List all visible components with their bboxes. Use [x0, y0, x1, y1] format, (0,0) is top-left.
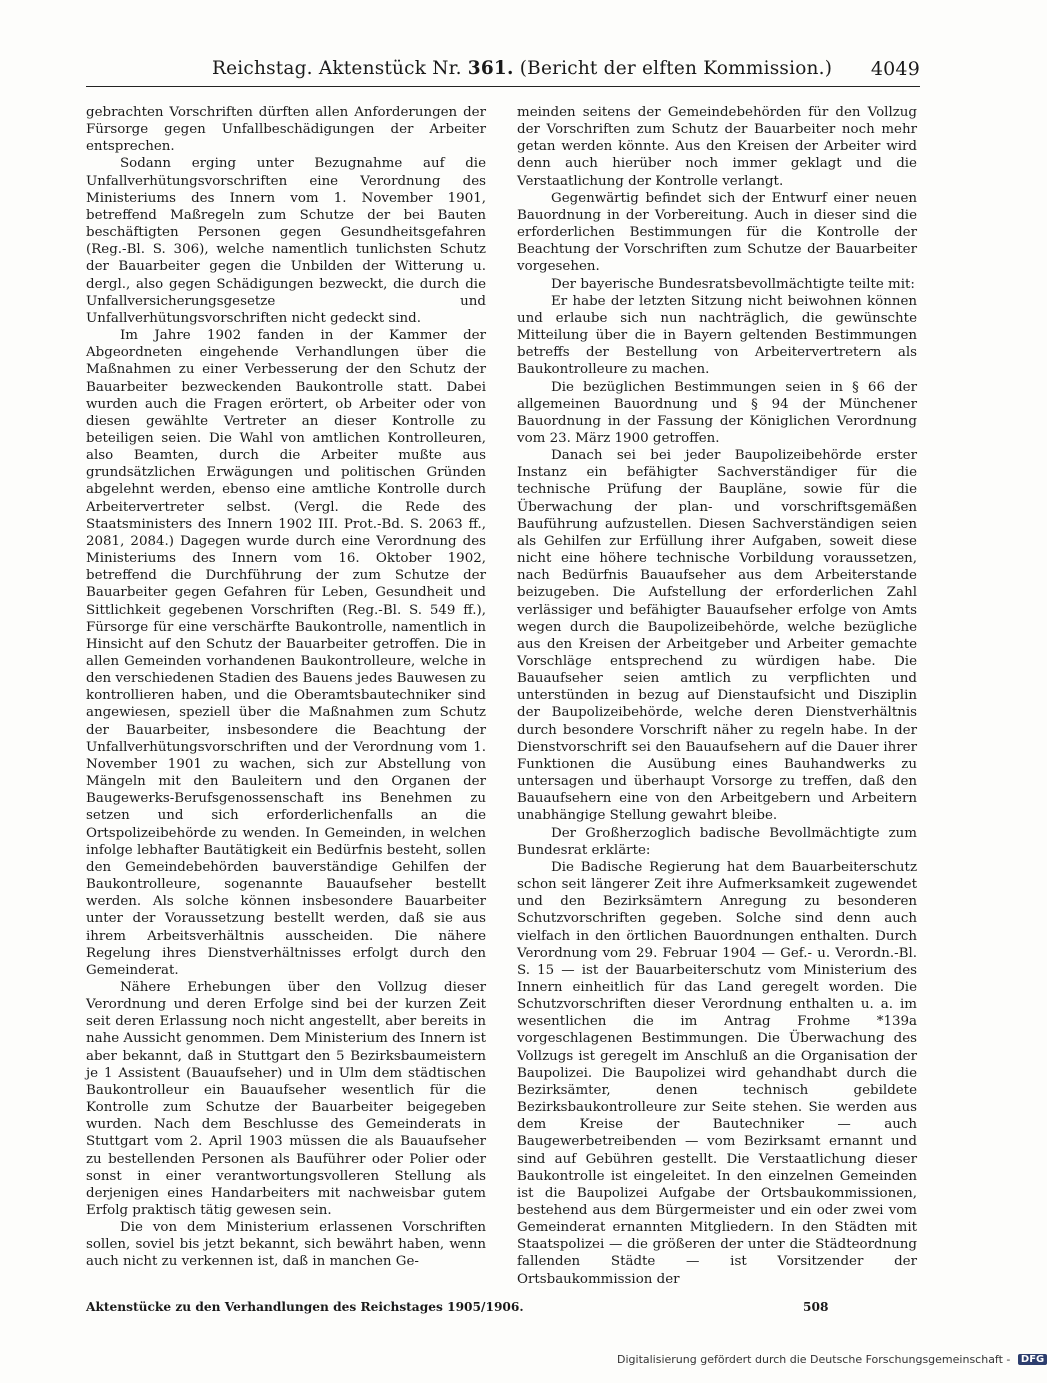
paragraph: Der Großherzoglich badische Bevollmächtigte zum Bundesrat erklärte: [517, 825, 917, 858]
paragraph: Nähere Erhebungen über den Vollzug dieser Verordnung und deren Erfolge sind bei der kurzen Zeit seit deren Erlassung noch nicht angestellt, aber bereits in nahe Aussicht genommen. Dem Ministerium des Innern ist aber bekannt, daß in Stuttgart den 5 Bezirksbaumeistern je 1 Assistent (Bauaufseher) und in Ulm dem städtischen Baukontrolleur ein Bauaufseher wesentlich für die Kontrolle zum Schutze der Bauarbeiter beigegeben wurden. Nach dem Beschlusse des Gemeinderats in Stuttgart vom 2. April 1903 müssen die als Bauaufseher zu bestellenden Personen als Bauführer oder Polier oder sonst in einer verantwortungsvolleren Stellung als derjenigen eines Handarbeiters mit nachweisbar gutem Erfolg praktisch tätig gewesen sein. [86, 979, 486, 1218]
credit-text: Digitalisierung gefördert durch die Deutsche Forschungsgemeinschaft - [617, 1353, 1011, 1366]
left-column [86, 104, 486, 1271]
digitization-credit [617, 1353, 1047, 1366]
paragraph: meinden seitens der Gemeindebehörden für den Vollzug der Vorschriften zum Schutz der Bauarbeiter noch mehr getan werden könnte. Aus den Kreisen der Arbeiter wird denn auch hierüber noch immer geklagt und die Verstaatlichung der Kontrolle verlangt. [517, 105, 917, 189]
paragraph: Danach sei bei jeder Baupolizeibehörde erster Instanz ein befähigter Sachverständiger für die technische Prüfung der Baupläne, sowie für die Überwachung der plan- und vorschriftsgemäßen Bauführung aufzustellen. Diesen Sachverständigen seien als Gehilfen zur Erfüllung ihrer Aufgaben, soweit diese nicht eine höhere technische Vorbildung voraussetzen, nach Bedürfnis Bauaufseher aus dem Arbeiterstande beizugeben. Die Aufstellung der erforderlichen Zahl verlässiger und befähigter Bauaufseher erfolge von Amts wegen durch die Baupolizeibehörde, welche bezügliche aus den Kreisen der Arbeitgeber und Arbeiter gemachte Vorschläge entsprechend zu würdigen habe. Die Bauaufseher seien amtlich zu verpflichten und unterstünden in bezug auf Dienstaufsicht und Disziplin der Baupolizeibehörde, welche deren Dienstverhältnis durch besondere Vorschrift näher zu regeln habe. In der Dienstvorschrift sei den Bauaufsehern auf die Dauer ihrer Funktionen die Ausübung eines Bauhandwerks zu untersagen und überhaupt Vorsorge zu treffen, daß den Bauaufsehern eine von den Arbeitgebern und Arbeitern unabhängige Stellung gewahrt bleibe. [517, 448, 917, 824]
paragraph: Die von dem Ministerium erlassenen Vorschriften sollen, soviel bis jetzt bekannt, sich bewährt haben, wenn auch nicht zu verkennen ist, daß in manchen Ge- [86, 1220, 486, 1270]
dfg-logo: DFG [1018, 1354, 1047, 1365]
footer-series-title: Aktenstücke zu den Verhandlungen des Reichstages 1905/1906. [86, 1300, 524, 1314]
header-title [212, 58, 832, 79]
header-rule [86, 86, 920, 87]
paragraph: Er habe der letzten Sitzung nicht beiwohnen können und erlaube sich nun nachträglich, die gewünschte Mitteilung über die in Bayern geltenden Bestimmungen betreffs der Bestellung von Arbeitervertretern als Baukontrolleure zu machen. [517, 293, 917, 378]
paragraph: Im Jahre 1902 fanden in der Kammer der Abgeordneten eingehende Verhandlungen über die Maßnahmen zu einer Verbesserung der den Schutz der Bauarbeiter bezweckenden Baukontrolle statt. Dabei wurden auch die Fragen erörtert, ob Arbeiter oder von diesen gewählte Vertreter an dieser Kontrolle zu beteiligen seien. Die Wahl von amtlichen Kontrolleuren, also Beamten, durch die Arbeiter mußte aus grundsätzlichen Erwägungen und politischen Gründen abgelehnt werden, ebenso eine amtliche Kontrolle durch Arbeitervertreter selbst. (Vergl. die Rede des Staatsministers des Innern 1902 III. Prot.-Bd. S. 2063 ff., 2081, 2084.) Dagegen wurde durch eine Verordnung des Ministeriums des Innern vom 16. Oktober 1902, betreffend die Durchführung der zum Schutze der Bauarbeiter gegen Gefahren für Leben, Gesundheit und Sittlichkeit gegebenen Vorschriften (Reg.-Bl. S. 549 ff.), Fürsorge für eine verschärfte Baukontrolle, namentlich in Hinsicht auf den Schutz der Bauarbeiter getroffen. Die in allen Gemeinden vorhandenen Baukontrolleure, welche in den verschiedenen Stadien des Bauens jedes Bauwesen zu kontrollieren haben, und die Oberamtsbautechniker sind angewiesen, speziell über die Maßnahmen zum Schutz der Bauarbeiter, insbesondere die Beachtung der Unfallverhütungsvorschriften und der Verordnung vom 1. November 1901 zu wachen, sich zur Abstellung von Mängeln mit den Bauleitern und den Organen der Baugewerks-Berufsgenossenschaft ins Benehmen zu setzen und sich erforderlichenfalls an die Ortspolizeibehörde zu wenden. In Gemeinden, in welchen infolge lebhafter Bautätigkeit ein Bedürfnis besteht, sollen den Gemeindebehörden bauverständige Gehilfen der Baukontrolleure, sogenannte Bauaufseher bestellt werden. Als solche können insbesondere Bauarbeiter unter der Voraussetzung bestellt werden, daß sie aus ihrem Arbeitsverhältnis ausscheiden. Die nähere Regelung ihres Dienstverhältnisses erfolgt durch den Gemeinderat. [86, 328, 486, 978]
paragraph: Der bayerische Bundesratsbevollmächtigte teilte mit: [551, 276, 915, 292]
paragraph: gebrachten Vorschriften dürften allen Anforderungen der Fürsorge gegen Unfallbeschädigungen der Arbeiter entsprechen. [86, 105, 486, 155]
page-number: 4049 [870, 58, 920, 80]
footer-signature-number: 508 [803, 1300, 829, 1314]
paragraph: Die bezüglichen Bestimmungen seien in § 66 der allgemeinen Bauordnung und § 94 der Münchener Bauordnung in der Fassung der Königlichen Verordnung vom 23. März 1900 getroffen. [517, 379, 917, 446]
running-header [86, 58, 920, 84]
header-title-prefix: Reichstag. Aktenstück Nr. [212, 58, 462, 79]
right-column [517, 104, 917, 1288]
paragraph: Gegenwärtig befindet sich der Entwurf einer neuen Bauordnung in der Vorbereitung. Auch in dieser sind die erforderlichen Bestimmungen für die Kontrolle der Beachtung der Vorschriften zum Schutze der Bauarbeiter vorgesehen. [517, 190, 917, 275]
paragraph: Die Badische Regierung hat dem Bauarbeiterschutz schon seit längerer Zeit ihre Aufmerksamkeit zugewendet und den Bezirksämtern Anregung zu besonderen Schutzvorschriften gegeben. Solche sind denn auch vielfach in den örtlichen Bauordnungen enthalten. Durch Verordnung vom 29. Februar 1904 — Gef.- u. Verordn.-Bl. S. 15 — ist der Bauarbeiterschutz vom Ministerium des Innern einheitlich für das Land geregelt worden. Die Schutzvorschriften dieser Verordnung enthalten u. a. im wesentlichen die im Antrag Frohme *139a vorgeschlagenen Bestimmungen. Die Überwachung des Vollzugs ist geregelt im Anschluß an die Organisation der Baupolizei. Die Baupolizei wird gehandhabt durch die Bezirksämter, denen technisch gebildete Bezirksbaukontrolleure zur Seite stehen. Sie werden aus dem Kreise der Bautechniker — auch Baugewerbetreibenden — vom Bezirksamt ernannt und sind auf Gebühren gestellt. Die Verstaatlichung dieser Baukontrolle ist eingeleitet. In den einzelnen Gemeinden ist die Baupolizei Aufgabe der Ortsbaukommissionen, bestehend aus dem Bürgermeister und ein oder zwei vom Gemeinderat ernannten Mitgliedern. In den Städten mit Staatspolizei — die größeren der unter die Städteordnung fallenden Städte — ist Vorsitzender der Ortsbaukommission der [517, 859, 917, 1287]
document-number: 361. [467, 58, 514, 79]
header-title-suffix: (Bericht der elften Kommission.) [519, 58, 833, 79]
paragraph: Sodann erging unter Bezugnahme auf die Unfallverhütungsvorschriften eine Verordnung des Ministeriums des Innern vom 1. November 1901, betreffend Maßregeln zum Schutze der bei Bauten beschäftigten Personen gegen Gesundheitsgefahren (Reg.-Bl. S. 306), welche namentlich tunlichsten Schutz der Bauarbeiter gegen die Unbilden der Witterung u. dergl., also gegen Schädigungen bezweckt, die durch die Unfallversicherungsgesetze und Unfallverhütungsvorschriften nicht gedeckt sind. [86, 156, 486, 326]
